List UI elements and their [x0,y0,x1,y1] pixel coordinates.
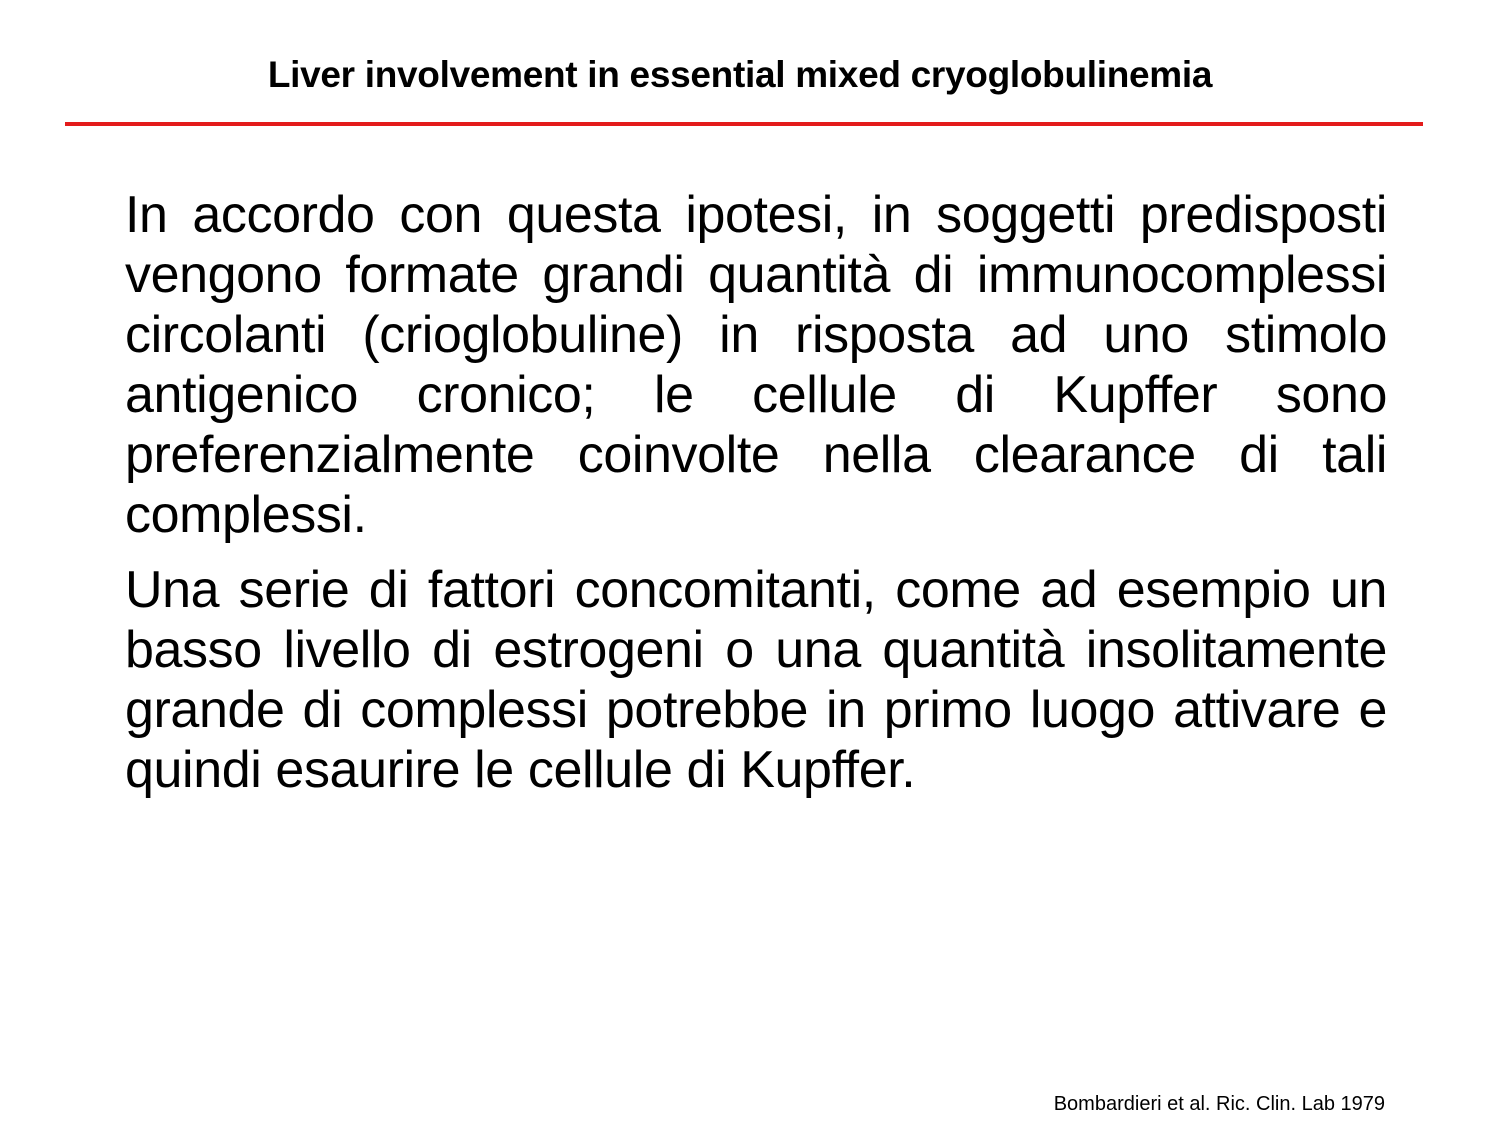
title-underline [65,122,1423,126]
slide-body [125,185,1387,815]
body-paragraph-2: Una serie di fattori concomitanti, come ad esempio un basso livello di estrogeni o una quantità insolitamente grande di complessi potrebbe in primo luogo attivare e quindi esaurire le cellule di Kupffer. [125,561,1387,799]
citation: Bombardieri et al. Ric. Clin. Lab 1979 [1053,1093,1385,1115]
slide-title: Liver involvement in essential mixed cryoglobulinemia [267,54,1213,95]
body-paragraph-1: In accordo con questa ipotesi, in soggetti predisposti vengono formate grandi quantità di immunocomplessi circolanti (crioglobuline) in risposta ad uno stimolo antigenico cronico; le cellule di Kupffer sono preferenzialmente coinvolte nella clearance di tali complessi. [125,186,1387,544]
